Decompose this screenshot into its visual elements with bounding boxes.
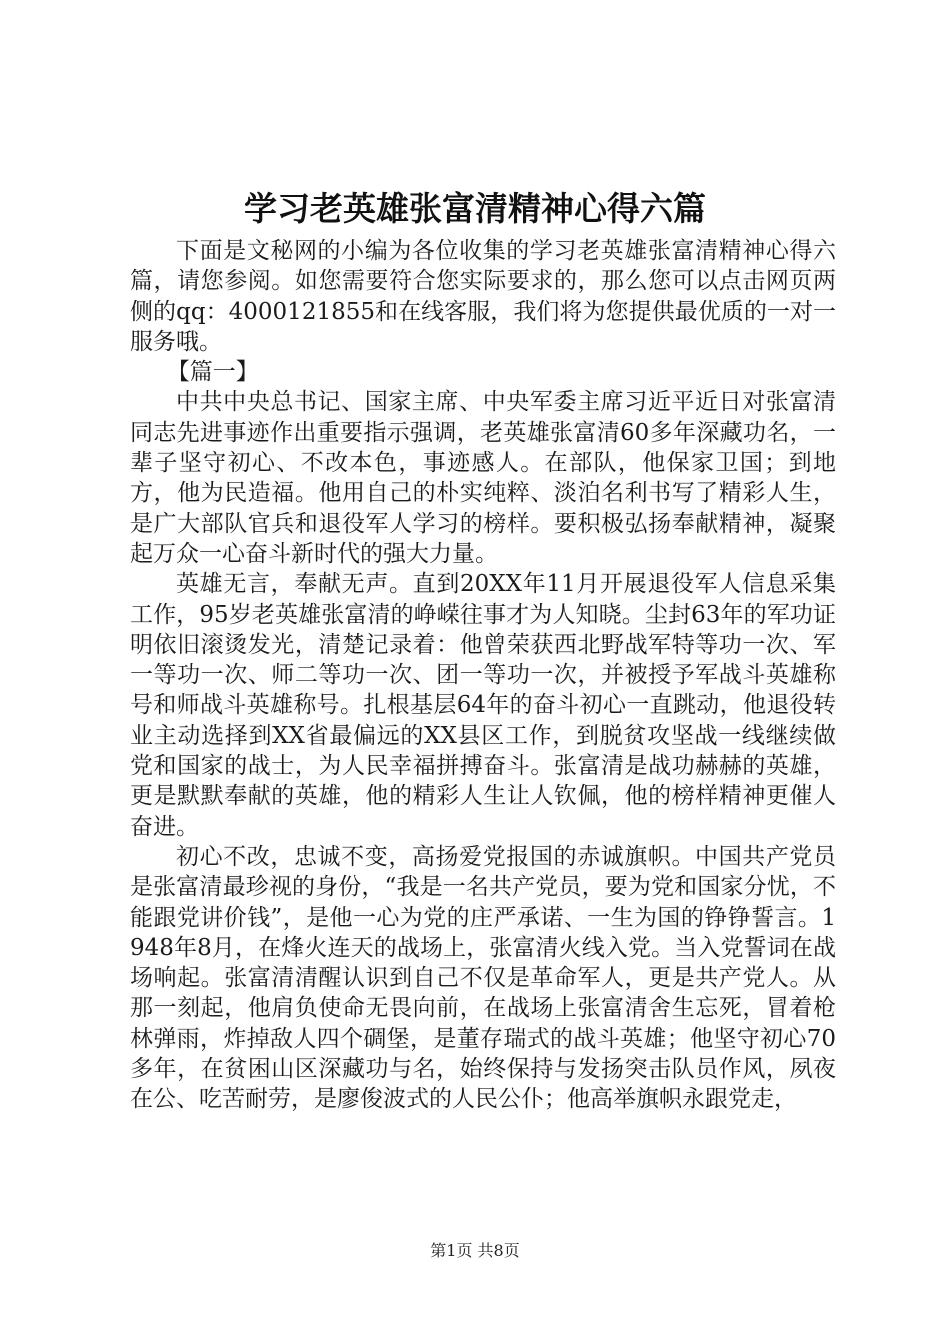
- section-heading: 【篇一】: [166, 359, 259, 386]
- body-paragraph: 中共中央总书记、国家主席、中央军委主席习近平近日对张富清同志先进事迹作出重要指示强调，老英雄张富清60多年深藏功名，一辈子坚守初心、不改本色，事迹感人。在部队，他保家卫国；到地方，他为民造福。他用自己的朴实纯粹、淡泊名利书写了精彩人生，是广大部队官兵和退役军人学习的榜样。要积极弘扬奉献精神，凝聚起万众一心奋斗新时代的强大力量。: [130, 389, 836, 567]
- page-footer: 第1页 共8页: [430, 1241, 520, 1260]
- body-paragraph: 初心不改，忠诚不变，高扬爱党报国的赤诚旗帜。中国共产党员是张富清最珍视的身份，“我是一名共产党员，要为党和国家分忧，不能跟党讲价钱”，是他一心为党的庄严承诺、一生为国的铮铮誓言。1948年8月，在烽火连天的战场上，张富清火线入党。当入党誓词在战场响起。张富清清醒认识到自己不仅是革命军人，更是共产党人。从那一刻起，他肩负使命无畏向前，在战场上张富清舍生忘死，冒着枪林弹雨，炸掉敌人四个碉堡，是董存瑞式的战斗英雄；他坚守初心70多年，在贫困山区深藏功与名，始终保持与发扬突击队员作风，夙夜在公、吃苦耐劳，是廖俊波式的人民公仆；他高举旗帜永跟党走，: [130, 843, 836, 1113]
- document-body: [130, 236, 836, 1115]
- intro-paragraph: 下面是文秘网的小编为各位收集的学习老英雄张富清精神心得六篇，请您参阅。如您需要符合您实际要求的，那么您可以点击网页两侧的qq：4000121855和在线客服，我们将为您提供最优质的一对一服务哦。: [130, 238, 836, 355]
- body-paragraph: 英雄无言，奉献无声。直到20XX年11月开展退役军人信息采集工作，95岁老英雄张富清的峥嵘往事才为人知晓。尘封63年的军功证明依旧滚烫发光，清楚记录着：他曾荣获西北野战军特等功一次、军一等功一次、师二等功一次、团一等功一次，并被授予军战斗英雄称号和师战斗英雄称号。扎根基层64年的奋斗初心一直跳动，他退役转业主动选择到XX省最偏远的XX县区工作，到脱贫攻坚战一线继续做党和国家的战士，为人民幸福拼搏奋斗。张富清是战功赫赫的英雄，更是默默奉献的英雄，他的精彩人生让人钦佩，他的榜样精神更催人奋进。: [130, 571, 836, 840]
- document-title: 学习老英雄张富清精神心得六篇: [244, 189, 706, 228]
